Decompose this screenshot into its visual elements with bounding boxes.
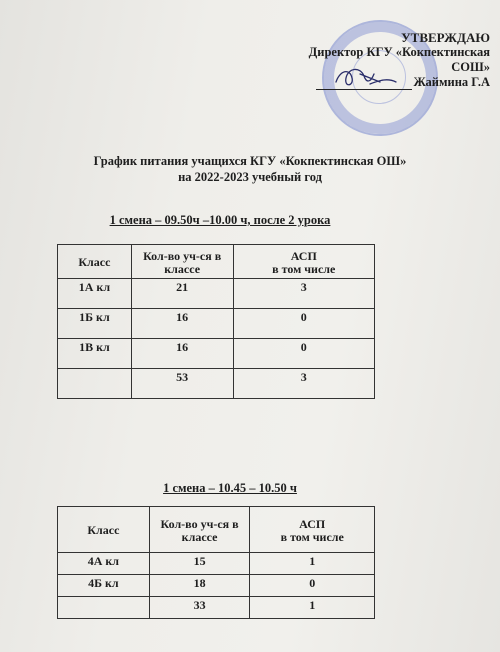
signatory-name: Жаймина Г.А [413, 75, 490, 89]
schedule-table-1 [57, 244, 375, 399]
cell-asp: 1 [250, 553, 375, 575]
cell-class: 1А кл [58, 279, 132, 309]
schedule-table-2 [57, 506, 375, 619]
cell-count: 15 [149, 553, 250, 575]
header-asp: АСП в том числе [233, 245, 375, 279]
cell-count: 16 [131, 339, 233, 369]
table1-heading: 1 смена – 09.50ч –10.00 ч, после 2 урока [109, 213, 331, 227]
cell-count: 18 [149, 575, 250, 597]
cell-asp: 3 [233, 279, 375, 309]
cell-asp: 0 [233, 339, 375, 369]
header-count: Кол-во уч-ся в классе [149, 507, 250, 553]
table-row [58, 339, 375, 369]
cell-class: 1В кл [58, 339, 132, 369]
table-header-row [58, 245, 375, 279]
approval-block [309, 30, 490, 90]
signature-line [316, 89, 412, 90]
table-row [58, 279, 375, 309]
school-line: СОШ» [451, 60, 490, 74]
table-row [58, 553, 375, 575]
cell-class: 4Б кл [58, 575, 150, 597]
table-row [58, 575, 375, 597]
cell-asp: 0 [250, 575, 375, 597]
approve-label: УТВЕРЖДАЮ [401, 30, 490, 45]
cell-count: 21 [131, 279, 233, 309]
director-line: Директор КГУ «Кокпектинская [308, 45, 490, 59]
signatory-line [309, 75, 490, 90]
cell-class [58, 369, 132, 399]
cell-asp: 3 [233, 369, 375, 399]
header-class: Класс [58, 507, 150, 553]
cell-class [58, 597, 150, 619]
header-count: Кол-во уч-ся в классе [131, 245, 233, 279]
header-class: Класс [58, 245, 132, 279]
table-row [58, 309, 375, 339]
cell-asp: 1 [250, 597, 375, 619]
header-asp: АСП в том числе [250, 507, 375, 553]
table-total-row [58, 369, 375, 399]
table2-heading: 1 смена – 10.45 – 10.50 ч [163, 481, 297, 495]
cell-count: 16 [131, 309, 233, 339]
cell-asp: 0 [233, 309, 375, 339]
title-line-1: График питания учащихся КГУ «Кокпектинская ОШ» [93, 154, 407, 168]
cell-count: 53 [131, 369, 233, 399]
cell-class: 1Б кл [58, 309, 132, 339]
title-line-2: на 2022-2023 учебный год [178, 170, 322, 184]
cell-count: 33 [149, 597, 250, 619]
cell-class: 4А кл [58, 553, 150, 575]
document-title [0, 153, 500, 185]
table-header-row [58, 507, 375, 553]
table-total-row [58, 597, 375, 619]
